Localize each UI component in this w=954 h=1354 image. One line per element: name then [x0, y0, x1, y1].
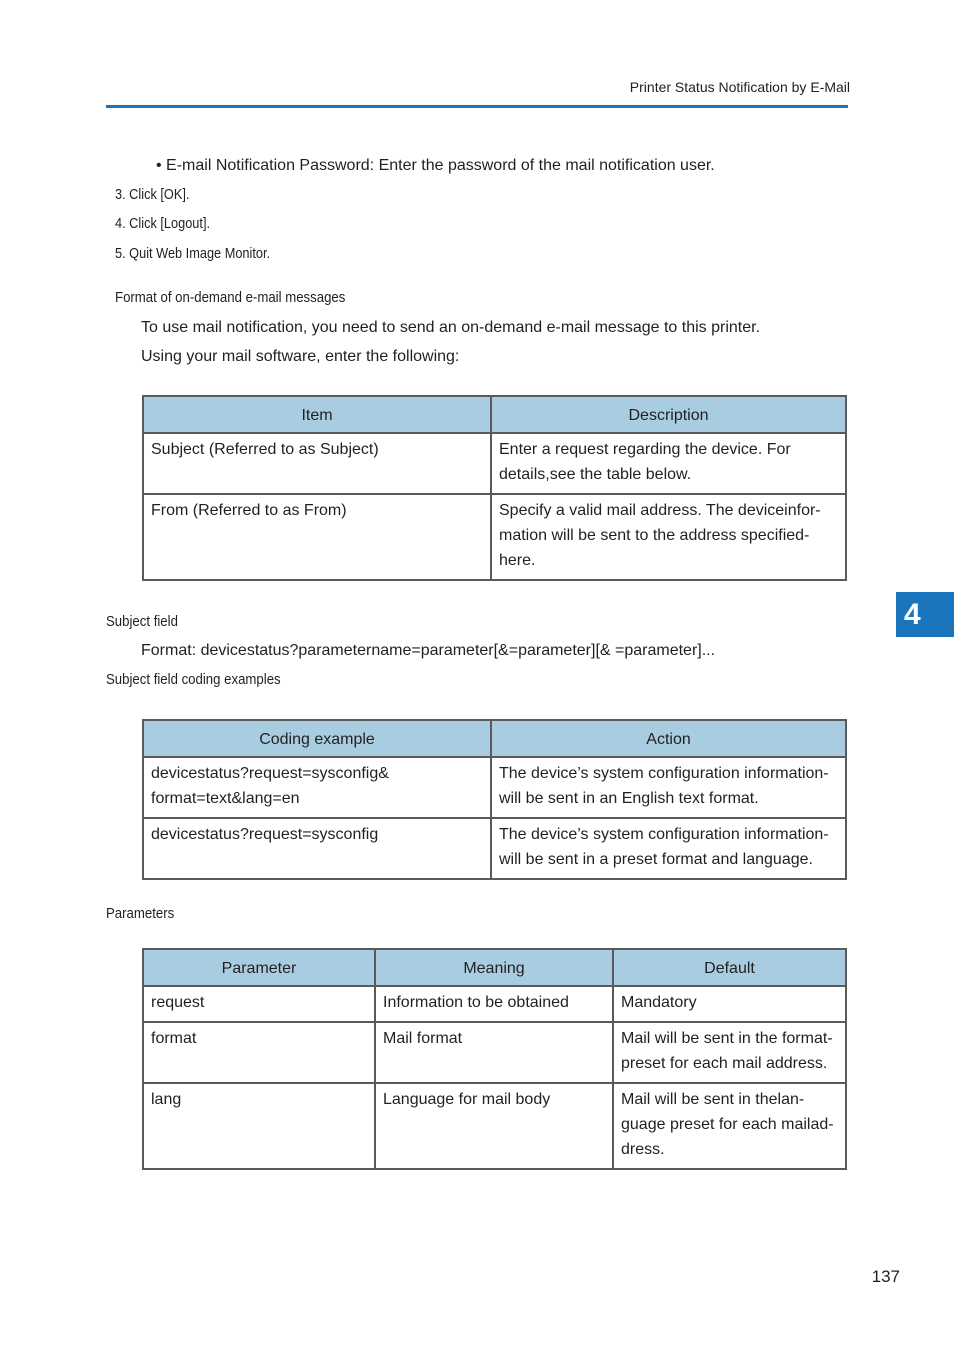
step-4: 4. Click [Logout]. — [115, 216, 211, 232]
table-cell: The device’s system configuration information-will be sent in a preset format and language. — [491, 818, 846, 879]
table-cell: Specify a valid mail address. The deviceinfor-mation will be sent to the address specified-here. — [491, 494, 846, 580]
column-header: Description — [491, 396, 846, 433]
section-heading-parameters: Parameters — [106, 905, 175, 922]
table-cell: Language for mail body — [375, 1083, 613, 1169]
table-header-row — [143, 720, 846, 757]
running-header: Printer Status Notification by E-Mail — [629, 79, 850, 95]
column-header: Default — [613, 949, 846, 986]
section-heading-coding-examples: Subject field coding examples — [106, 671, 281, 688]
table-row — [143, 986, 846, 1022]
section-heading-format: Format of on-demand e-mail messages — [115, 289, 346, 306]
table-row — [143, 818, 846, 879]
parameters-table — [142, 948, 847, 1170]
table-row — [143, 1083, 846, 1169]
table-cell: format — [143, 1022, 375, 1083]
table-cell: Mandatory — [613, 986, 846, 1022]
table-cell: Enter a request regarding the device. For details,see the table below. — [491, 433, 846, 494]
table-cell: Mail will be sent in the format-preset for each mail address. — [613, 1022, 846, 1083]
chapter-tab: 4 — [896, 592, 954, 637]
column-header: Parameter — [143, 949, 375, 986]
step-3: 3. Click [OK]. — [115, 187, 190, 203]
step-5: 5. Quit Web Image Monitor. — [115, 246, 271, 262]
table-header-row — [143, 396, 846, 433]
table-row — [143, 1022, 846, 1083]
table-cell: From (Referred to as From) — [143, 494, 491, 580]
table-cell: devicestatus?request=sysconfig — [143, 818, 491, 879]
coding-examples-table — [142, 719, 847, 880]
table-header-row — [143, 949, 846, 986]
header-rule — [106, 105, 848, 108]
column-header: Coding example — [143, 720, 491, 757]
table-row — [143, 494, 846, 580]
table-cell: The device’s system configuration information-will be sent in an English text format. — [491, 757, 846, 818]
table-row — [143, 433, 846, 494]
table-row — [143, 757, 846, 818]
table-cell: Mail will be sent in thelan-guage preset for each mailad-dress. — [613, 1083, 846, 1169]
table-cell: Mail format — [375, 1022, 613, 1083]
section-heading-subject-field: Subject field — [106, 613, 178, 630]
format-paragraph-1: To use mail notification, you need to send an on-demand e-mail message to this printer. — [141, 319, 761, 336]
table-cell: lang — [143, 1083, 375, 1169]
bullet-item: • E-mail Notification Password: Enter the password of the mail notification user. — [156, 157, 715, 174]
table-cell: devicestatus?request=sysconfig& format=text&lang=en — [143, 757, 491, 818]
table-cell: Information to be obtained — [375, 986, 613, 1022]
column-header: Item — [143, 396, 491, 433]
column-header: Meaning — [375, 949, 613, 986]
page-number: 137 — [871, 1267, 900, 1286]
table-cell: Subject (Referred to as Subject) — [143, 433, 491, 494]
column-header: Action — [491, 720, 846, 757]
table-cell: request — [143, 986, 375, 1022]
format-paragraph-2: Using your mail software, enter the following: — [141, 348, 460, 365]
subject-format-line: Format: devicestatus?parametername=parameter[&=parameter][& =parameter]... — [141, 642, 716, 659]
mail-fields-table — [142, 395, 847, 581]
